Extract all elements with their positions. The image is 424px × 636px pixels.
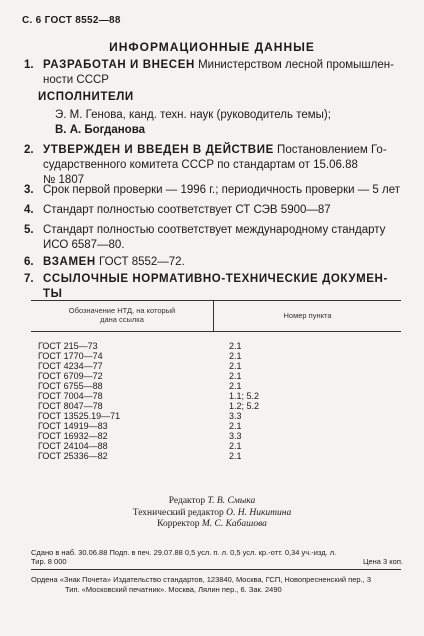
executors-heading: ИСПОЛНИТЕЛИ: [38, 91, 134, 103]
table-cell-point: 3.3: [229, 411, 242, 421]
imprint-line: [31, 557, 403, 566]
table-cell-document: ГОСТ 13525.19—71: [38, 411, 121, 421]
executors-list: [55, 108, 401, 138]
publisher-line: Ордена «Знак Почета» Издательство стандартов, 123840, Москва, ГСП, Новопресненский пер., 3: [31, 575, 371, 584]
table-row: [38, 371, 278, 381]
item-approved: [24, 143, 401, 188]
item-number: 3.: [24, 184, 34, 196]
page-title: ИНФОРМАЦИОННЫЕ ДАННЫЕ: [109, 40, 315, 54]
item-number: 6.: [24, 256, 34, 268]
item-number: 4.: [24, 204, 34, 216]
table-cell-point: 2.1: [229, 371, 242, 381]
item-text: Министерством лесной промышлен-: [194, 59, 394, 71]
table-cell-point: 2.1: [229, 341, 242, 351]
technical-editor-name: О. Н. Никитина: [226, 507, 292, 518]
item-number: 5.: [24, 224, 34, 236]
table-cell-document: ГОСТ 25336—82: [38, 451, 108, 461]
item-replaces: [24, 255, 401, 270]
item-text: № 1807: [43, 174, 85, 186]
table-row: [38, 351, 278, 361]
page-header: С. 6 ГОСТ 8552—88: [22, 15, 121, 26]
table-header-rule: [31, 331, 401, 332]
table-cell-point: 2.1: [229, 441, 242, 451]
executor-line: В. А. Богданова: [55, 124, 146, 136]
item-text: ности СССР: [43, 74, 109, 86]
item-heading: ТЫ: [43, 288, 63, 300]
table-top-rule: [31, 300, 401, 301]
table-row: [38, 391, 278, 401]
corrector-line: Корректор М. С. Кабашова: [157, 519, 267, 529]
technical-editor-line: Технический редактор О. Н. Никитина: [132, 507, 292, 518]
table-cell-point: 2.1: [229, 451, 242, 461]
item-text: ИСО 6587—80.: [43, 239, 125, 251]
table-cell-point: 2.1: [229, 351, 242, 361]
table-row: [38, 401, 278, 411]
printer-line: Тип. «Московский печатник». Москва, Лялин пер., 6. Зак. 2490: [65, 584, 282, 594]
table-cell-document: ГОСТ 1770—74: [38, 351, 103, 361]
imprint-line: Сдано в наб. 30.06.88 Подп. в печ. 29.07.88 0,5 усл. п. л. 0,5 усл. кр.-отт. 0,34 уч.-изд. л.: [31, 548, 337, 557]
item-text: Стандарт полностью соответствует СТ СЭВ 5900—87: [43, 204, 331, 216]
executor-line: Э. М. Генова, канд. техн. наук (руководитель темы);: [55, 109, 331, 121]
editor-name: Т. В. Смыка: [207, 496, 256, 506]
editor-line: Редактор Т. В. Смыка: [168, 496, 256, 506]
executors-section: [29, 90, 401, 105]
editorial-credits: [0, 496, 424, 531]
table-cell-point: 1.1; 5.2: [229, 391, 260, 401]
table-cell-document: ГОСТ 6755—88: [38, 381, 103, 391]
item-number: 1.: [24, 59, 34, 71]
table-cell-document: ГОСТ 24104—88: [38, 441, 108, 451]
table-cell-document: ГОСТ 16932—82: [38, 431, 108, 441]
item-text: ГОСТ 8552—72.: [95, 256, 185, 268]
table-row: [38, 441, 278, 451]
footer-rule: [31, 569, 401, 570]
item-number: 2.: [24, 144, 34, 156]
table-cell-point: 3.3: [229, 431, 242, 441]
table-cell-point: 2.1: [229, 421, 242, 431]
corrector-name: М. С. Кабашова: [201, 519, 267, 529]
table-cell-document: ГОСТ 7004—78: [38, 391, 103, 401]
item-heading: УТВЕРЖДЕН И ВВЕДЕН В ДЕЙСТВИЕ: [43, 144, 274, 156]
item-heading: РАЗРАБОТАН И ВНЕСЕН: [43, 59, 195, 71]
table-header-point: Номер пункта: [283, 311, 332, 320]
item-compliance-iso: [24, 223, 401, 253]
imprint-print-run: Тир. 8 000: [31, 557, 67, 566]
item-text: Стандарт полностью соответствует международному стандарту: [43, 224, 386, 236]
table-cell-document: ГОСТ 8047—78: [38, 401, 103, 411]
item-text: Срок первой проверки — 1996 г.; периодичность проверки — 5 лет: [43, 184, 401, 196]
item-developed: [24, 58, 401, 88]
item-heading: ВЗАМЕН: [43, 256, 96, 268]
table-cell-point: 1.2; 5.2: [229, 401, 260, 411]
print-imprint: [31, 548, 403, 566]
item-text: сударственного комитета СССР по стандартам от 15.06.88: [43, 159, 358, 171]
table-row: [38, 411, 278, 421]
table-header-document: Обозначение НТД, на который дана ссылка: [68, 306, 176, 324]
item-text: Постановлением Го-: [273, 144, 387, 156]
table-row: [38, 361, 278, 371]
table-cell-point: 2.1: [229, 361, 242, 371]
table-cell-document: ГОСТ 14919—83: [38, 421, 108, 431]
table-cell-document: ГОСТ 4234—77: [38, 361, 103, 371]
table-row: [38, 431, 278, 441]
table-cell-document: ГОСТ 6709—72: [38, 371, 103, 381]
item-compliance-sev: [24, 203, 401, 218]
item-number: 7.: [24, 273, 34, 285]
imprint-price: Цена 3 коп.: [362, 557, 403, 566]
publisher-info: [31, 575, 403, 594]
table-row: [38, 381, 278, 391]
table-row: [38, 421, 278, 431]
table-cell-document: ГОСТ 215—73: [38, 341, 98, 351]
item-review: [24, 183, 401, 198]
item-references: [24, 272, 401, 302]
item-heading: ССЫЛОЧНЫЕ НОРМАТИВНО-ТЕХНИЧЕСКИЕ ДОКУМЕН-: [43, 273, 388, 285]
table-row: [38, 451, 278, 461]
table-row: [38, 341, 278, 351]
table-cell-point: 2.1: [229, 381, 242, 391]
